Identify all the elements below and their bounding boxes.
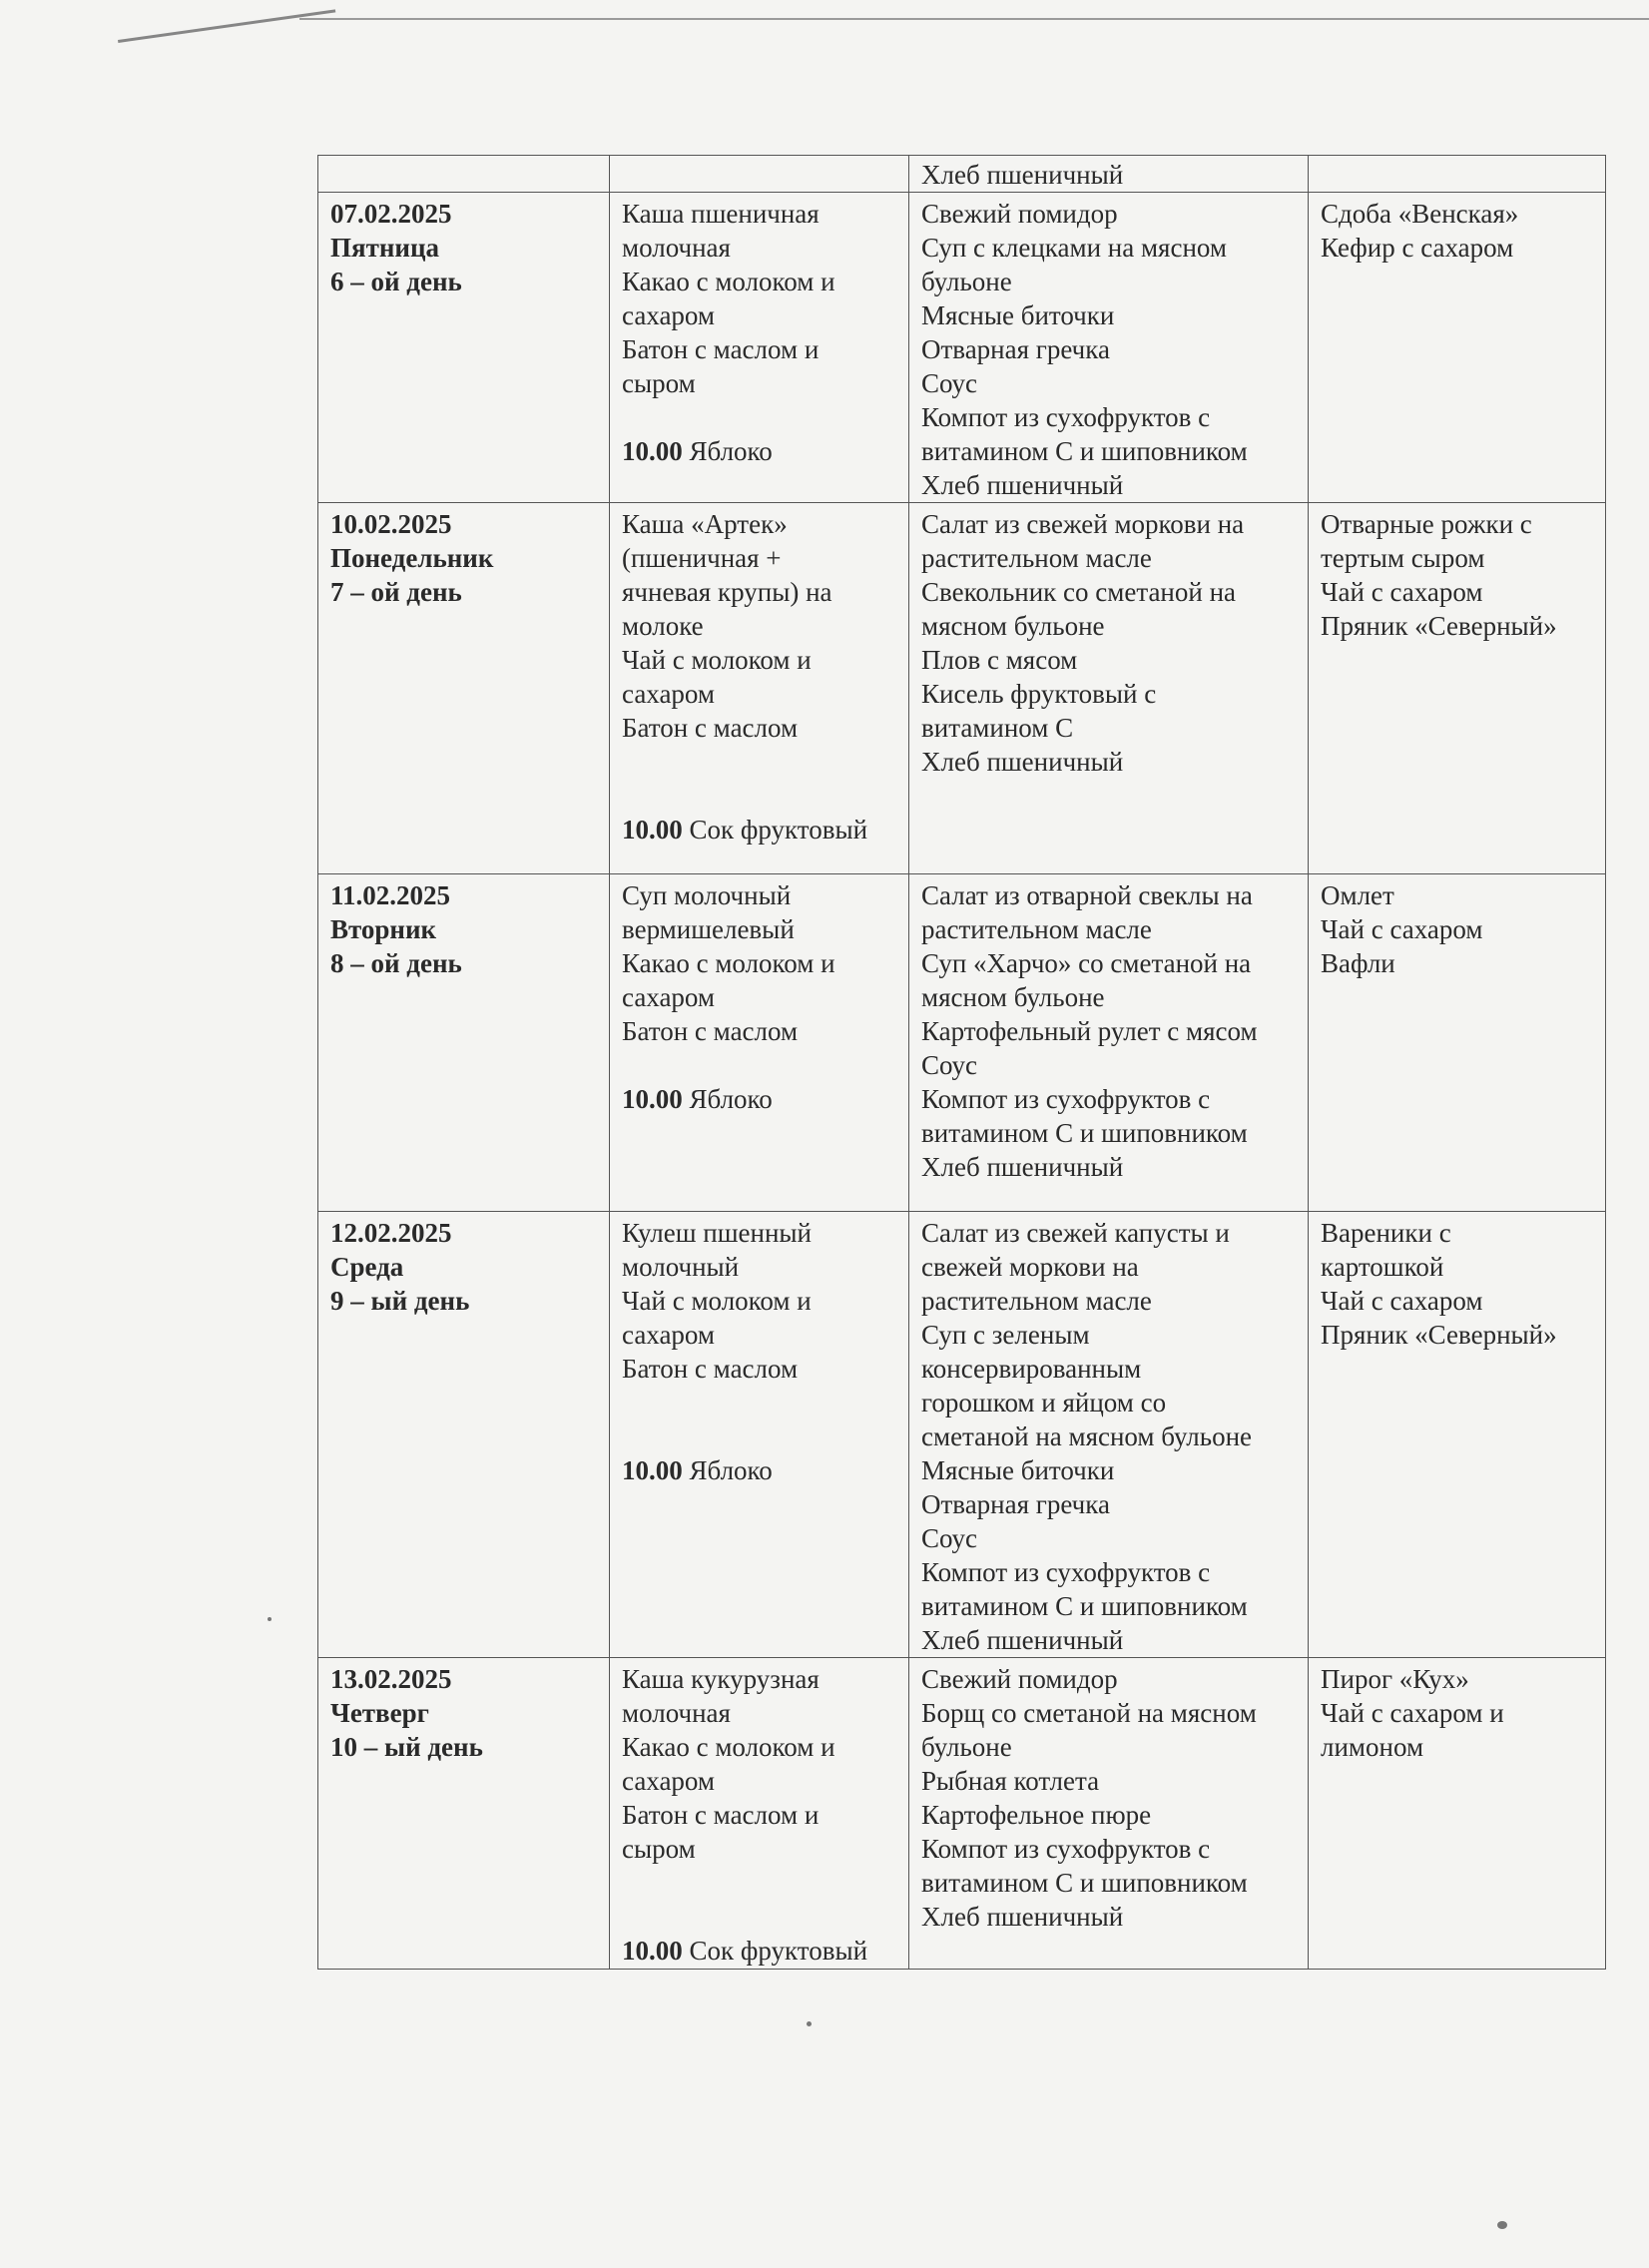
snack-item: Чай с сахаром и <box>1321 1698 1504 1728</box>
snack-item: Пряник «Северный» <box>1321 611 1557 641</box>
lunch-item: Компот из сухофруктов с <box>921 402 1211 432</box>
lunch-item: витамином С и шиповником <box>921 1868 1248 1898</box>
snack-item: тертым сыром <box>1321 543 1485 573</box>
lunch-item: мясном бульоне <box>921 982 1105 1012</box>
breakfast-cell <box>610 193 909 503</box>
day-weekday: Среда <box>330 1252 404 1282</box>
lunch-item: Свежий помидор <box>921 1664 1118 1694</box>
lunch-item: Плов с мясом <box>921 645 1078 675</box>
second-breakfast-item: Сок фруктовый <box>689 815 868 845</box>
breakfast-item: Батон с маслом <box>622 1016 799 1046</box>
day-date: 07.02.2025 <box>330 199 452 229</box>
breakfast-item: сахаром <box>622 300 715 330</box>
day-number: 9 – ый день <box>330 1286 470 1316</box>
snack-item: Чай с сахаром <box>1321 914 1483 944</box>
breakfast-item: Какао с молоком и <box>622 948 835 978</box>
day-weekday: Пятница <box>330 233 440 263</box>
second-breakfast-item: Яблоко <box>689 436 773 466</box>
snack-cell <box>1309 503 1606 874</box>
breakfast-cell <box>610 156 909 193</box>
lunch-item: сметаной на мясном бульоне <box>921 1421 1253 1451</box>
lunch-item: Отварная гречка <box>921 334 1110 364</box>
second-breakfast <box>622 1934 898 1968</box>
scan-speck <box>1497 2221 1507 2229</box>
lunch-item: свежей моркови на <box>921 1252 1139 1282</box>
second-breakfast <box>622 1082 898 1116</box>
lunch-cell <box>909 874 1309 1212</box>
lunch-item: Компот из сухофруктов с <box>921 1084 1211 1114</box>
snack-item: Вафли <box>1321 948 1395 978</box>
day-cell <box>318 503 610 874</box>
spacer <box>622 1048 898 1082</box>
spacer <box>622 1866 898 1900</box>
lunch-item: Хлеб пшеничный <box>921 1902 1124 1932</box>
lunch-item: консервированным <box>921 1354 1142 1384</box>
table-row <box>318 503 1606 874</box>
lunch-item: Компот из сухофруктов с <box>921 1834 1211 1864</box>
day-date: 13.02.2025 <box>330 1664 452 1694</box>
snack-item: Вареники с <box>1321 1218 1451 1248</box>
table-row <box>318 1658 1606 1970</box>
snack-item: Пирог «Кух» <box>1321 1664 1469 1694</box>
second-breakfast-item: Яблоко <box>689 1084 773 1114</box>
day-number: 10 – ый день <box>330 1732 483 1762</box>
day-date: 11.02.2025 <box>330 880 451 910</box>
breakfast-item: Каша кукурузная <box>622 1664 820 1694</box>
lunch-item: Хлеб пшеничный <box>921 747 1124 777</box>
scan-speck <box>268 1617 272 1621</box>
second-breakfast-item: Сок фруктовый <box>689 1936 868 1966</box>
breakfast-item: молочная <box>622 233 731 263</box>
lunch-item: витамином С <box>921 713 1074 743</box>
breakfast-item: Батон с маслом <box>622 713 799 743</box>
lunch-item: Картофельный рулет с мясом <box>921 1016 1258 1046</box>
second-breakfast <box>622 813 898 847</box>
breakfast-item: Каша «Артек» <box>622 509 788 539</box>
lunch-item: Суп «Харчо» со сметаной на <box>921 948 1252 978</box>
snack-item: Чай с сахаром <box>1321 577 1483 607</box>
lunch-item: Хлеб пшеничный <box>921 160 1124 190</box>
breakfast-cell <box>610 503 909 874</box>
day-cell <box>318 193 610 503</box>
lunch-item: Отварная гречка <box>921 1489 1110 1519</box>
second-breakfast-time: 10.00 <box>622 815 683 845</box>
lunch-item: Салат из отварной свеклы на <box>921 880 1253 910</box>
snack-cell <box>1309 874 1606 1212</box>
lunch-item: Мясные биточки <box>921 300 1115 330</box>
day-cell <box>318 1212 610 1658</box>
day-weekday: Вторник <box>330 914 437 944</box>
lunch-item: Салат из свежей моркови на <box>921 509 1245 539</box>
lunch-item: Кисель фруктовый с <box>921 679 1157 709</box>
breakfast-item: (пшеничная + <box>622 543 782 573</box>
lunch-item: Соус <box>921 1523 977 1553</box>
breakfast-item: Каша пшеничная <box>622 199 820 229</box>
breakfast-item: сыром <box>622 1834 696 1864</box>
lunch-item: Рыбная котлета <box>921 1766 1100 1796</box>
day-weekday: Понедельник <box>330 543 494 573</box>
breakfast-item: Суп молочный <box>622 880 792 910</box>
lunch-item: растительном масле <box>921 914 1152 944</box>
table-row <box>318 1212 1606 1658</box>
breakfast-item: сахаром <box>622 679 715 709</box>
table-row <box>318 193 1606 503</box>
breakfast-item: молочная <box>622 1698 731 1728</box>
breakfast-item: сыром <box>622 368 696 398</box>
lunch-item: Хлеб пшеничный <box>921 1625 1124 1655</box>
snack-item: Омлет <box>1321 880 1394 910</box>
snack-item: Сдоба «Венская» <box>1321 199 1519 229</box>
lunch-cell <box>909 156 1309 193</box>
breakfast-item: сахаром <box>622 1320 715 1350</box>
day-cell <box>318 874 610 1212</box>
snack-cell <box>1309 156 1606 193</box>
lunch-item: Свежий помидор <box>921 199 1118 229</box>
lunch-item: Борщ со сметаной на мясном <box>921 1698 1257 1728</box>
breakfast-cell <box>610 1212 909 1658</box>
lunch-item: Соус <box>921 368 977 398</box>
day-date: 10.02.2025 <box>330 509 452 539</box>
breakfast-item: сахаром <box>622 1766 715 1796</box>
page-fold-mark <box>118 9 339 72</box>
breakfast-item: Батон с маслом и <box>622 1800 820 1830</box>
spacer <box>622 1386 898 1419</box>
snack-item: Кефир с сахаром <box>1321 233 1514 263</box>
breakfast-item: сахаром <box>622 982 715 1012</box>
lunch-item: мясном бульоне <box>921 611 1105 641</box>
breakfast-item: ячневая крупы) на <box>622 577 832 607</box>
snack-cell <box>1309 1658 1606 1970</box>
lunch-item: растительном масле <box>921 543 1152 573</box>
second-breakfast-item: Яблоко <box>689 1455 773 1485</box>
lunch-cell <box>909 1212 1309 1658</box>
breakfast-cell <box>610 874 909 1212</box>
spacer <box>622 1419 898 1453</box>
second-breakfast <box>622 434 898 468</box>
breakfast-item: Кулеш пшенный <box>622 1218 813 1248</box>
page-edge-line <box>299 18 1649 20</box>
breakfast-item: Батон с маслом и <box>622 334 820 364</box>
menu-table <box>317 155 1606 1970</box>
day-cell <box>318 156 610 193</box>
lunch-item: витамином С и шиповником <box>921 436 1248 466</box>
lunch-item: Салат из свежей капусты и <box>921 1218 1230 1248</box>
breakfast-item: Какао с молоком и <box>622 1732 835 1762</box>
lunch-item: Хлеб пшеничный <box>921 1152 1124 1182</box>
snack-cell <box>1309 193 1606 503</box>
day-number: 8 – ой день <box>330 948 462 978</box>
breakfast-item: Батон с маслом <box>622 1354 799 1384</box>
second-breakfast <box>622 1453 898 1487</box>
second-breakfast-time: 10.00 <box>622 1936 683 1966</box>
table-row <box>318 874 1606 1212</box>
lunch-item: Суп с клецками на мясном <box>921 233 1227 263</box>
lunch-cell <box>909 503 1309 874</box>
lunch-item: растительном масле <box>921 1286 1152 1316</box>
lunch-cell <box>909 193 1309 503</box>
lunch-item: Свекольник со сметаной на <box>921 577 1237 607</box>
spacer <box>622 779 898 813</box>
snack-item: Пряник «Северный» <box>1321 1320 1557 1350</box>
lunch-item: Соус <box>921 1050 977 1080</box>
lunch-item: Мясные биточки <box>921 1455 1115 1485</box>
snack-item: Отварные рожки с <box>1321 509 1532 539</box>
snack-cell <box>1309 1212 1606 1658</box>
spacer <box>622 400 898 434</box>
day-date: 12.02.2025 <box>330 1218 452 1248</box>
day-cell <box>318 1658 610 1970</box>
lunch-item: витамином С и шиповником <box>921 1591 1248 1621</box>
lunch-item: Хлеб пшеничный <box>921 470 1124 500</box>
lunch-item: Суп с зеленым <box>921 1320 1090 1350</box>
lunch-item: Компот из сухофруктов с <box>921 1557 1211 1587</box>
breakfast-cell <box>610 1658 909 1970</box>
spacer <box>622 1900 898 1934</box>
second-breakfast-time: 10.00 <box>622 1084 683 1114</box>
day-number: 7 – ой день <box>330 577 462 607</box>
snack-item: Чай с сахаром <box>1321 1286 1483 1316</box>
breakfast-item: Какао с молоком и <box>622 267 835 296</box>
breakfast-item: Чай с молоком и <box>622 645 812 675</box>
table-row-top <box>318 156 1606 193</box>
second-breakfast-time: 10.00 <box>622 1455 683 1485</box>
scan-speck <box>807 2021 812 2026</box>
day-weekday: Четверг <box>330 1698 429 1728</box>
snack-item: лимоном <box>1321 1732 1424 1762</box>
breakfast-item: молочный <box>622 1252 740 1282</box>
breakfast-item: Чай с молоком и <box>622 1286 812 1316</box>
lunch-item: витамином С и шиповником <box>921 1118 1248 1148</box>
lunch-item: бульоне <box>921 267 1012 296</box>
lunch-cell <box>909 1658 1309 1970</box>
snack-item: картошкой <box>1321 1252 1444 1282</box>
day-number: 6 – ой день <box>330 267 462 296</box>
breakfast-item: вермишелевый <box>622 914 795 944</box>
second-breakfast-time: 10.00 <box>622 436 683 466</box>
lunch-item: Картофельное пюре <box>921 1800 1152 1830</box>
breakfast-item: молоке <box>622 611 704 641</box>
lunch-item: горошком и яйцом со <box>921 1388 1167 1418</box>
spacer <box>622 745 898 779</box>
lunch-item: бульоне <box>921 1732 1012 1762</box>
